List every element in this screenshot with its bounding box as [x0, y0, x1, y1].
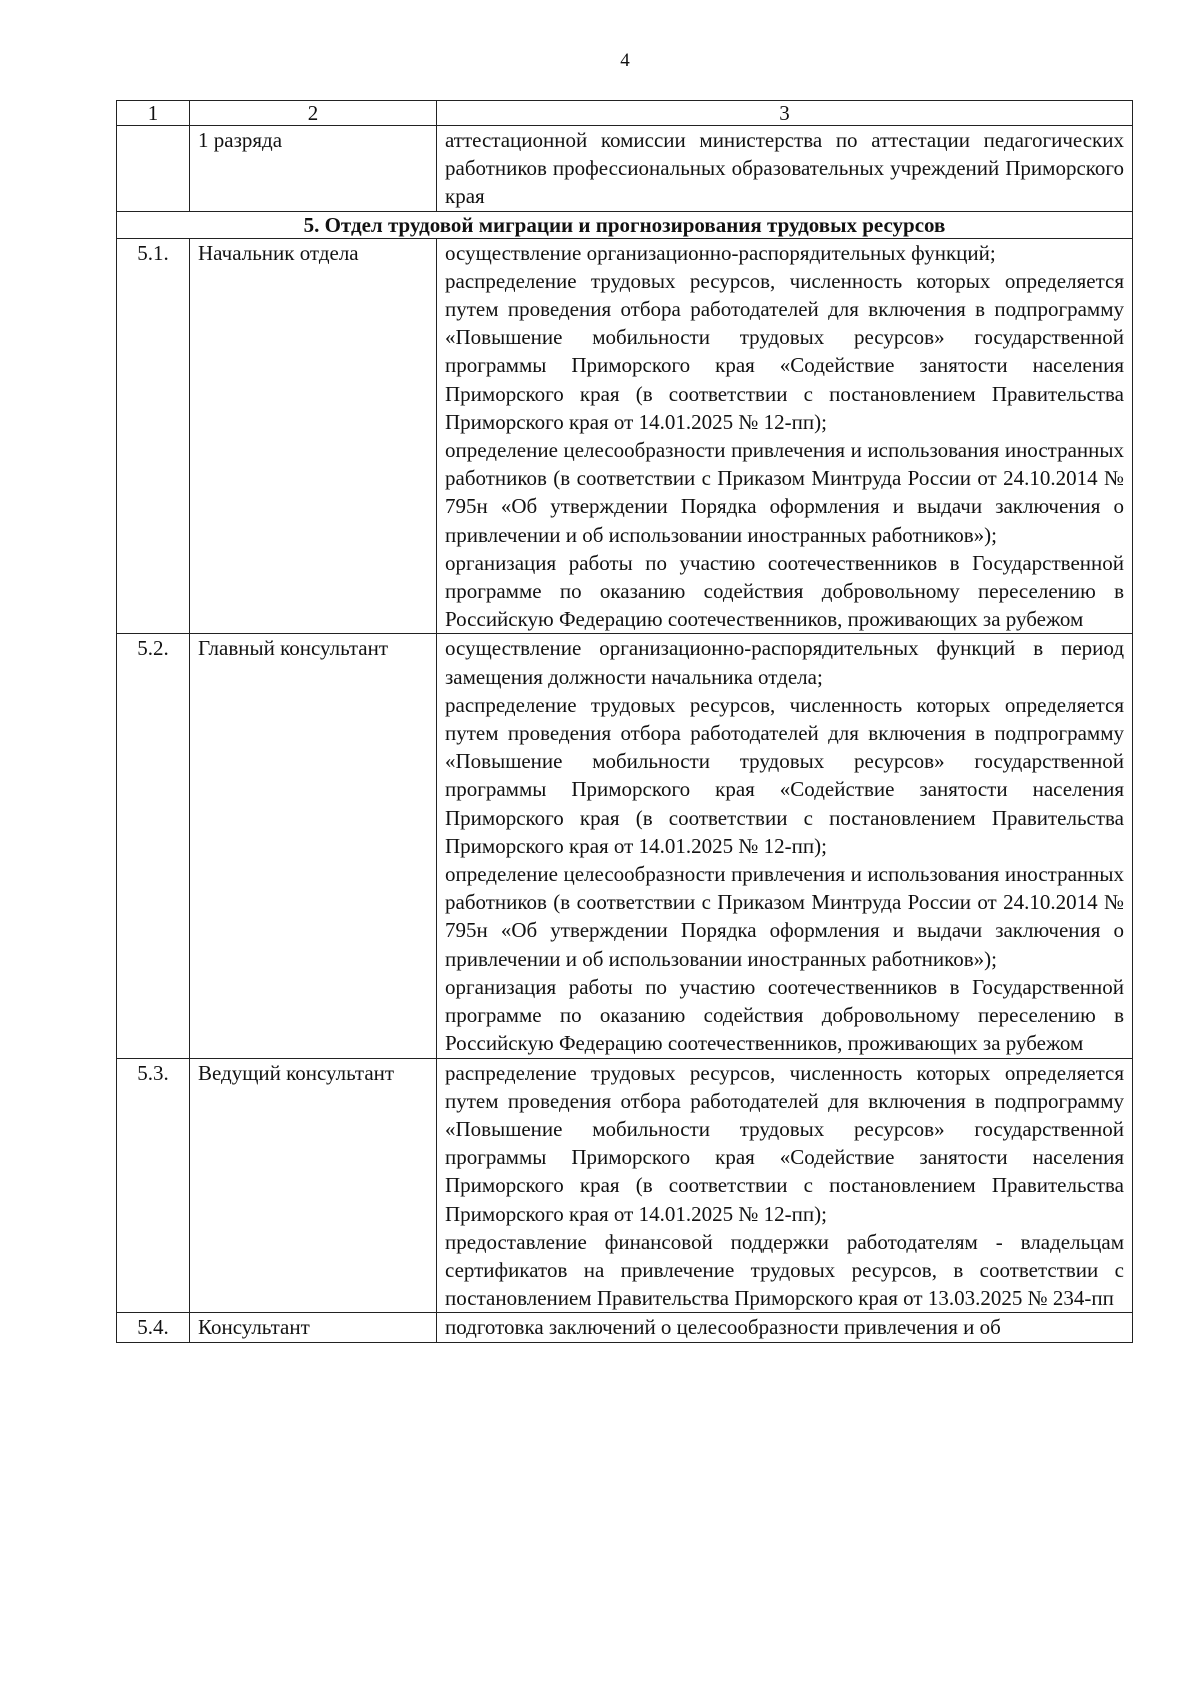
header-col-2: 2: [190, 101, 437, 126]
table-row: [117, 1058, 1133, 1313]
header-col-3: 3: [437, 101, 1133, 126]
duty-item: распределение трудовых ресурсов, численность которых определяется путем проведения отбора работодателей для включения в подпрограмму «Повышение мобильности трудовых ресурсов» государственной программы Приморского края «Содействие занятости населения Приморского края (в соответствии с постановлением Правительства Приморского края от 14.01.2025 № 12-пп);: [445, 268, 1124, 434]
staff-duties-table: [116, 100, 1133, 1343]
section-title: 5. Отдел трудовой миграции и прогнозирования трудовых ресурсов: [117, 211, 1133, 238]
duty-item: распределение трудовых ресурсов, численность которых определяется путем проведения отбора работодателей для включения в подпрограмму «Повышение мобильности трудовых ресурсов» государственной программы Приморского края «Содействие занятости населения Приморского края (в соответствии с постановлением Правительства Приморского края от 14.01.2025 № 12-пп);: [445, 1060, 1124, 1226]
position-cell: Главный консультант: [190, 634, 437, 1058]
duty-item: распределение трудовых ресурсов, численность которых определяется путем проведения отбора работодателей для включения в подпрограмму «Повышение мобильности трудовых ресурсов» государственной программы Приморского края «Содействие занятости населения Приморского края (в соответствии с постановлением Правительства Приморского края от 14.01.2025 № 12-пп);: [445, 692, 1124, 858]
duty-item: организация работы по участию соотечественников в Государственной программе по оказанию содействия добровольному переселению в Российскую Федерацию соотечественников, проживающих за рубежом: [445, 974, 1124, 1056]
row-number: [117, 126, 190, 212]
duties-cell: [437, 1058, 1133, 1313]
section-heading-row: [117, 211, 1133, 238]
position-cell: Начальник отдела: [190, 238, 437, 634]
duties-cell: [437, 238, 1133, 634]
table-row: [117, 238, 1133, 634]
header-col-1: 1: [117, 101, 190, 126]
table-row-continuation: [117, 126, 1133, 212]
duty-item: подготовка заключений о целесообразности привлечения и об: [445, 1315, 1001, 1340]
duty-item: определение целесообразности привлечения и использования иностранных работников (в соответствии с Приказом Минтруда России от 24.10.2014 № 795н «Об утверждении Порядка оформления и выдачи заключения о привлечении и об использовании иностранных работников»);: [445, 862, 1124, 971]
position-cell: 1 разряда: [190, 126, 437, 212]
duty-item: осуществление организационно-распорядительных функций;: [445, 240, 996, 265]
duties-cell: [437, 126, 1133, 212]
duty-item: организация работы по участию соотечественников в Государственной программе по оказанию содействия добровольному переселению в Российскую Федерацию соотечественников, проживающих за рубежом: [445, 550, 1124, 632]
page-number: 4: [620, 50, 630, 71]
row-number: 5.1.: [117, 238, 190, 634]
position-cell: Консультант: [190, 1313, 437, 1342]
table-header-row: [117, 101, 1133, 126]
duty-item: аттестационной комиссии министерства по аттестации педагогических работников профессиональных образовательных учреждений Приморского края: [445, 128, 1124, 209]
table-row: [117, 1313, 1133, 1342]
row-number: 5.2.: [117, 634, 190, 1058]
duties-cell: [437, 1313, 1133, 1342]
table-row: [117, 634, 1133, 1058]
position-cell: Ведущий консультант: [190, 1058, 437, 1313]
row-number: 5.4.: [117, 1313, 190, 1342]
row-number: 5.3.: [117, 1058, 190, 1313]
duties-cell: [437, 634, 1133, 1058]
duty-item: определение целесообразности привлечения и использования иностранных работников (в соответствии с Приказом Минтруда России от 24.10.2014 № 795н «Об утверждении Порядка оформления и выдачи заключения о привлечении и об использовании иностранных работников»);: [445, 438, 1124, 547]
duty-item: осуществление организационно-распорядительных функций в период замещения должности начальника отдела;: [445, 636, 1124, 689]
duty-item: предоставление финансовой поддержки работодателям - владельцам сертификатов на привлечение трудовых ресурсов, в соответствии с постановлением Правительства Приморского края от 13.03.2025 № 234-пп: [445, 1229, 1124, 1311]
